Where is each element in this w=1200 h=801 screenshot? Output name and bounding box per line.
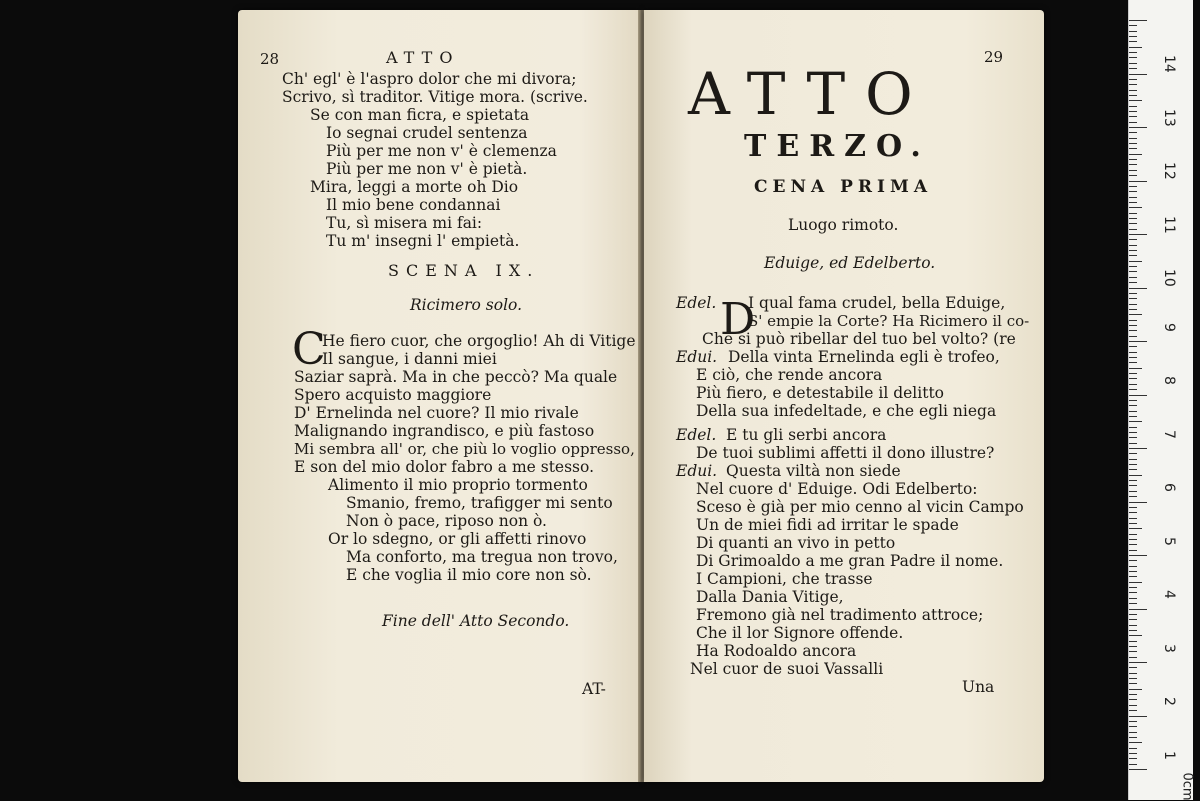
- ruler-tick: [1129, 721, 1137, 722]
- ruler-tick: [1129, 491, 1137, 492]
- ruler-tick: [1129, 197, 1137, 198]
- verse-line: Mira, leggi a morte oh Dio: [310, 178, 519, 196]
- ruler-tick: [1129, 485, 1137, 486]
- ruler-tick: [1129, 282, 1137, 283]
- ruler-tick: [1129, 320, 1137, 321]
- verse-line: Se con man ficra, e spietata: [310, 106, 530, 124]
- page-number: 28: [260, 50, 280, 68]
- ruler-tick: [1129, 223, 1137, 224]
- characters: Eduige, ed Edelberto.: [764, 254, 936, 272]
- ruler-tick: [1129, 630, 1137, 631]
- ruler-tick: [1129, 336, 1137, 337]
- ruler-tick: [1129, 710, 1137, 711]
- dialogue-line: De tuoi sublimi affetti il dono illustre?: [696, 444, 995, 462]
- ruler-tick: [1129, 25, 1137, 26]
- ruler-tick: [1129, 47, 1142, 48]
- right-page: [644, 10, 1044, 782]
- ruler-tick: [1129, 191, 1137, 192]
- ruler-tick: [1129, 143, 1137, 144]
- ruler-tick: [1129, 475, 1142, 476]
- ruler-tick: [1129, 234, 1147, 235]
- ruler-number: 8: [1161, 376, 1177, 386]
- body-line: Non ò pace, riposo non ò.: [346, 512, 547, 530]
- scene-heading: SCENA IX.: [388, 261, 540, 280]
- ruler-tick: [1129, 427, 1137, 428]
- ruler-tick: [1129, 464, 1137, 465]
- verse-line: Il mio bene condannai: [326, 196, 501, 214]
- dialogue-line: Più fiero, e detestabile il delitto: [696, 384, 944, 402]
- ruler-tick: [1129, 726, 1137, 727]
- ruler-tick: [1129, 566, 1137, 567]
- ruler-tick: [1129, 421, 1142, 422]
- body-line: E son del mio dolor fabro a me stesso.: [294, 458, 594, 476]
- ruler-tick: [1129, 555, 1147, 556]
- body-line: Smanio, fremo, trafigger mi sento: [346, 494, 613, 512]
- dialogue-line: I Campioni, che trasse: [696, 570, 873, 588]
- body-line: D' Ernelinda nel cuore? Il mio rivale: [294, 404, 579, 422]
- ruler-tick: [1129, 159, 1137, 160]
- ruler-number: 2: [1161, 697, 1177, 707]
- ruler-tick: [1129, 74, 1147, 75]
- ruler-tick: [1129, 544, 1137, 545]
- verse-line: Tu m' insegni l' empietà.: [326, 232, 520, 250]
- act-title: ATTO: [688, 60, 933, 128]
- ruler-tick: [1129, 512, 1137, 513]
- ruler-tick: [1129, 304, 1137, 305]
- ruler-tick: [1129, 587, 1137, 588]
- ruler-tick: [1129, 148, 1137, 149]
- left-page: [238, 10, 640, 782]
- ruler-tick: [1129, 378, 1137, 379]
- page-number: 29: [984, 48, 1004, 66]
- ruler-tick: [1129, 523, 1137, 524]
- ruler-tick: [1129, 255, 1137, 256]
- ruler-tick: [1129, 416, 1137, 417]
- body-line: Malignando ingrandisco, e più fastoso: [294, 422, 595, 440]
- speaker: Edui.: [676, 462, 718, 480]
- ruler-tick: [1129, 769, 1147, 770]
- ruler-tick: [1129, 154, 1142, 155]
- ruler-number: 1: [1161, 750, 1177, 760]
- dialogue-line: Nel cuor de suoi Vassalli: [690, 660, 884, 678]
- verse-line: Ch' egl' è l'aspro dolor che mi divora;: [282, 70, 577, 88]
- ruler-tick: [1129, 127, 1147, 128]
- ruler-tick: [1129, 122, 1137, 123]
- ruler-tick: [1129, 250, 1137, 251]
- ruler-tick: [1129, 641, 1137, 642]
- ruler-number: 14: [1161, 55, 1177, 74]
- ruler-tick: [1129, 716, 1147, 717]
- ruler-tick: [1129, 635, 1142, 636]
- ruler-tick: [1129, 662, 1147, 663]
- ruler-tick: [1129, 598, 1137, 599]
- ruler-tick: [1129, 84, 1137, 85]
- act-subtitle: TERZO.: [744, 129, 931, 164]
- ruler-tick: [1129, 576, 1137, 577]
- ruler-tick: [1129, 673, 1137, 674]
- ruler-tick: [1129, 699, 1137, 700]
- ruler-tick: [1129, 207, 1142, 208]
- ruler-tick: [1129, 181, 1147, 182]
- dialogue-line: Della sua infedeltade, e che egli niega: [696, 402, 997, 420]
- ruler-tick: [1129, 448, 1147, 449]
- ruler-tick: [1129, 63, 1137, 64]
- dialogue-line: Nel cuore d' Eduige. Odi Edelberto:: [696, 480, 978, 498]
- ruler-number: 11: [1161, 215, 1177, 234]
- ruler-tick: [1129, 106, 1137, 107]
- ruler-tick: [1129, 764, 1137, 765]
- scene-heading: CENA PRIMA: [754, 177, 933, 197]
- speaker: Edel.: [676, 294, 717, 312]
- ruler-tick: [1129, 560, 1137, 561]
- ruler-tick: [1129, 288, 1147, 289]
- ruler-tick: [1129, 175, 1137, 176]
- body-line: Or lo sdegno, or gli affetti rinovo: [328, 530, 587, 548]
- ruler-tick: [1129, 293, 1137, 294]
- running-head: ATTO: [386, 48, 460, 67]
- ruler-tick: [1129, 571, 1137, 572]
- ruler-tick: [1129, 341, 1147, 342]
- ruler-number: 7: [1161, 429, 1177, 439]
- ruler-tick: [1129, 245, 1137, 246]
- ruler-tick: [1129, 100, 1142, 101]
- ruler-tick: [1129, 330, 1137, 331]
- ruler-tick: [1129, 202, 1137, 203]
- ruler-tick: [1129, 625, 1137, 626]
- body-line: Mi sembra all' or, che più lo voglio oppresso,: [294, 440, 635, 458]
- ruler-tick: [1129, 186, 1137, 187]
- ruler-number: 6: [1161, 483, 1177, 493]
- ruler-tick: [1129, 352, 1137, 353]
- ruler-tick: [1129, 609, 1147, 610]
- body-line: Il sangue, i danni miei: [322, 350, 497, 368]
- ruler-tick: [1129, 582, 1142, 583]
- ruler-tick: [1129, 357, 1137, 358]
- ruler-tick: [1129, 239, 1137, 240]
- measuring-ruler: [1128, 0, 1193, 800]
- ruler-tick: [1129, 453, 1137, 454]
- ruler-tick: [1129, 170, 1137, 171]
- ruler-number: 13: [1161, 108, 1177, 127]
- ruler-tick: [1129, 229, 1137, 230]
- ruler-tick: [1129, 651, 1137, 652]
- ruler-unit: 0cm: [1179, 772, 1195, 801]
- ruler-tick: [1129, 389, 1137, 390]
- ruler-tick: [1129, 614, 1137, 615]
- ruler-tick: [1129, 437, 1137, 438]
- ruler-tick: [1129, 325, 1137, 326]
- verse-line: Tu, sì misera mi fai:: [326, 214, 483, 232]
- ruler-tick: [1129, 528, 1142, 529]
- ruler-tick: [1129, 90, 1137, 91]
- drop-cap: C: [292, 324, 326, 375]
- verse-line: Più per me non v' è clemenza: [326, 142, 557, 160]
- ruler-tick: [1129, 619, 1137, 620]
- ruler-tick: [1129, 36, 1137, 37]
- dialogue-line: Di quanti an vivo in petto: [696, 534, 896, 552]
- ruler-tick: [1129, 689, 1142, 690]
- dialogue-line: Un de miei fidi ad irritar le spade: [696, 516, 959, 534]
- ruler-number: 3: [1161, 643, 1177, 653]
- ruler-number: 4: [1161, 590, 1177, 600]
- ruler-tick: [1129, 502, 1147, 503]
- ruler-tick: [1129, 753, 1137, 754]
- drop-cap: D: [720, 294, 756, 345]
- ruler-tick: [1129, 52, 1137, 53]
- body-line: Saziar saprà. Ma in che peccò? Ma quale: [294, 368, 618, 386]
- ruler-tick: [1129, 261, 1142, 262]
- ruler-number: 10: [1161, 269, 1177, 288]
- ruler-tick: [1129, 518, 1137, 519]
- dialogue-line: I qual fama crudel, bella Eduige,: [748, 294, 1006, 312]
- ruler-tick: [1129, 68, 1137, 69]
- dialogue-line: Sceso è già per mio cenno al vicin Campo: [696, 498, 1024, 516]
- ruler-tick: [1129, 31, 1137, 32]
- ruler-tick: [1129, 213, 1137, 214]
- catchword: Una: [962, 678, 995, 696]
- ruler-tick: [1129, 469, 1137, 470]
- ruler-tick: [1129, 748, 1137, 749]
- ruler-tick: [1129, 346, 1137, 347]
- ruler-tick: [1129, 732, 1137, 733]
- ruler-tick: [1129, 742, 1142, 743]
- ruler-tick: [1129, 111, 1137, 112]
- body-line: Alimento il mio proprio tormento: [328, 476, 588, 494]
- body-line: Spero acquisto maggiore: [294, 386, 492, 404]
- ruler-tick: [1129, 20, 1147, 21]
- ruler-tick: [1129, 116, 1137, 117]
- verse-line: Io segnai crudel sentenza: [326, 124, 528, 142]
- ruler-tick: [1129, 646, 1137, 647]
- ruler-tick: [1129, 95, 1137, 96]
- ruler-tick: [1129, 314, 1142, 315]
- ruler-tick: [1129, 657, 1137, 658]
- dialogue-line: Questa viltà non siede: [726, 462, 901, 480]
- dialogue-line: Che si può ribellar del tuo bel volto? (re: [702, 330, 1016, 348]
- ruler-tick: [1129, 271, 1137, 272]
- ruler-tick: [1129, 57, 1137, 58]
- ruler-tick: [1129, 678, 1137, 679]
- ruler-tick: [1129, 138, 1137, 139]
- dialogue-line: Che il lor Signore offende.: [696, 624, 904, 642]
- ruler-tick: [1129, 266, 1137, 267]
- dialogue-line: E tu gli serbi ancora: [726, 426, 887, 444]
- dialogue-line: E ciò, che rende ancora: [696, 366, 883, 384]
- ruler-tick: [1129, 368, 1142, 369]
- ruler-tick: [1129, 737, 1137, 738]
- ruler-tick: [1129, 603, 1137, 604]
- dialogue-line: Della vinta Ernelinda egli è trofeo,: [728, 348, 1000, 366]
- ruler-tick: [1129, 667, 1137, 668]
- verse-line: Più per me non v' è pietà.: [326, 160, 528, 178]
- ruler-number: 5: [1161, 536, 1177, 546]
- ruler-tick: [1129, 758, 1137, 759]
- ruler-tick: [1129, 694, 1137, 695]
- body-line: He fiero cuor, che orgoglio! Ah di Vitige: [322, 332, 636, 350]
- open-book: [238, 10, 1046, 782]
- ruler-tick: [1129, 432, 1137, 433]
- ruler-tick: [1129, 132, 1137, 133]
- ruler-tick: [1129, 480, 1137, 481]
- body-line: Ma conforto, ma tregua non trovo,: [346, 548, 618, 566]
- ruler-tick: [1129, 443, 1137, 444]
- body-line: E che voglia il mio core non sò.: [346, 566, 592, 584]
- ruler-tick: [1129, 79, 1137, 80]
- dialogue-line: S' empie la Corte? Ha Ricimero il co-: [748, 312, 1030, 330]
- ruler-tick: [1129, 411, 1137, 412]
- ruler-tick: [1129, 164, 1137, 165]
- ruler-tick: [1129, 592, 1137, 593]
- speaker: Edel.: [676, 426, 717, 444]
- ruler-tick: [1129, 309, 1137, 310]
- ruler-tick: [1129, 400, 1137, 401]
- ruler-tick: [1129, 298, 1137, 299]
- speaker: Edui.: [676, 348, 718, 366]
- ruler-tick: [1129, 362, 1137, 363]
- ruler-tick: [1129, 507, 1137, 508]
- ruler-tick: [1129, 277, 1137, 278]
- verse-line: Scrivo, sì traditor. Vitige mora. (scrive.: [282, 88, 588, 106]
- ruler-tick: [1129, 705, 1137, 706]
- location: Luogo rimoto.: [788, 216, 899, 234]
- ruler-tick: [1129, 496, 1137, 497]
- end-note: Fine dell' Atto Secondo.: [382, 612, 570, 630]
- ruler-tick: [1129, 550, 1137, 551]
- catchword: AT-: [582, 680, 606, 698]
- ruler-tick: [1129, 683, 1137, 684]
- dialogue-line: Fremono già nel tradimento attroce;: [696, 606, 984, 624]
- ruler-tick: [1129, 41, 1137, 42]
- dialogue-line: Dalla Dania Vitige,: [696, 588, 844, 606]
- ruler-number: 12: [1161, 162, 1177, 181]
- ruler-tick: [1129, 405, 1137, 406]
- dialogue-line: Ha Rodoaldo ancora: [696, 642, 857, 660]
- dialogue-line: Di Grimoaldo a me gran Padre il nome.: [696, 552, 1004, 570]
- ruler-tick: [1129, 459, 1137, 460]
- ruler-tick: [1129, 384, 1137, 385]
- ruler-tick: [1129, 539, 1137, 540]
- ruler-number: 9: [1161, 322, 1177, 332]
- ruler-tick: [1129, 373, 1137, 374]
- ruler-tick: [1129, 395, 1147, 396]
- scene-character: Ricimero solo.: [410, 296, 523, 314]
- ruler-tick: [1129, 218, 1137, 219]
- ruler-tick: [1129, 534, 1137, 535]
